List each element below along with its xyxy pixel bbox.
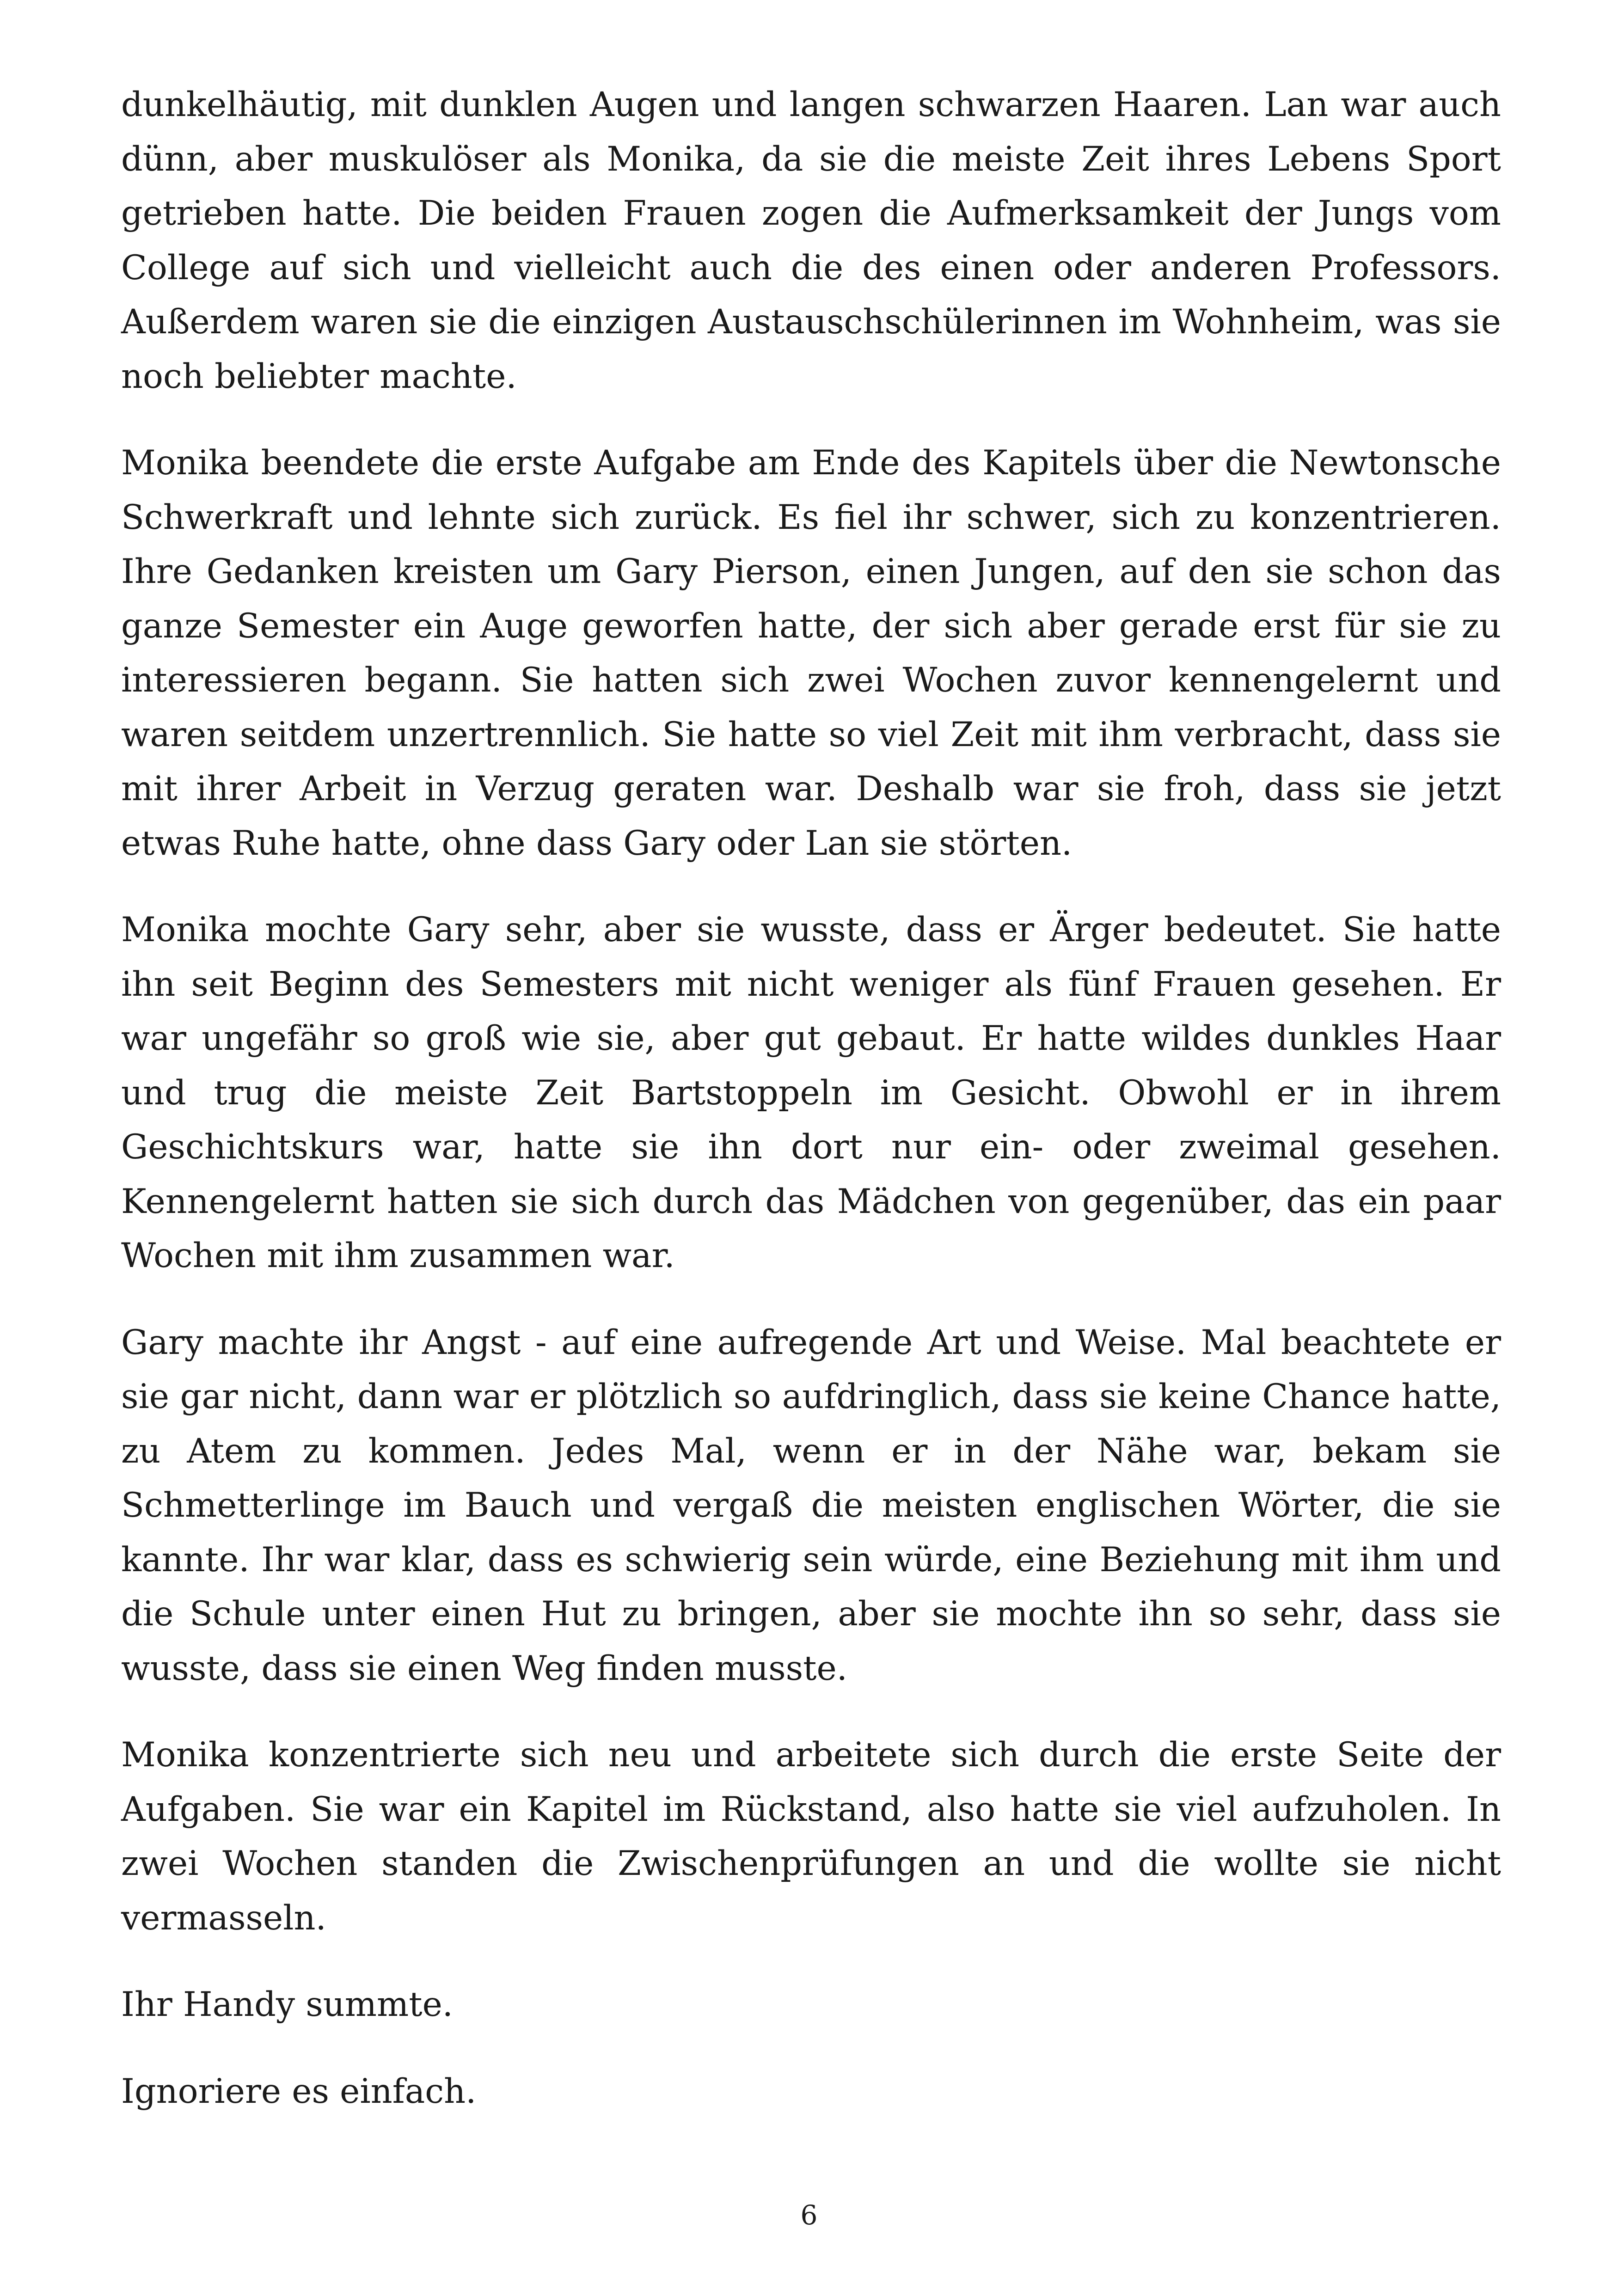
paragraph-4: Gary machte ihr Angst - auf eine aufregende Art und Weise. Mal beachtete er sie gar nicht, dann war er plötzlich so aufdringlich, dass sie keine Chance hatte, zu Atem zu kommen. Jedes Mal, wenn er in der Nähe war, bekam sie Schmetterlinge im Bauch und vergaß die meisten englischen Wörter, die sie kannte. Ihr war klar, dass es schwierig sein würde, eine Beziehung mit ihm und die Schule unter einen Hut zu bringen, aber sie mochte ihn so sehr, dass sie wusste, dass sie einen Weg finden musste. <box>121 1322 1501 1688</box>
body-text <box>121 78 1501 2151</box>
paragraph-6: Ihr Handy summte. <box>121 1985 453 2024</box>
page-number: 6 <box>800 2199 818 2231</box>
paragraph-5: Monika konzentrierte sich neu und arbeitete sich durch die erste Seite der Aufgaben. Sie war ein Kapitel im Rückstand, also hatte sie viel aufzuholen. In zwei Wochen standen die Zwischenprüfungen an und die wollte sie nicht vermasseln. <box>121 1735 1501 1938</box>
paragraph-7: Ignoriere es einfach. <box>121 2071 477 2111</box>
paragraph-3: Monika mochte Gary sehr, aber sie wusste, dass er Ärger bedeutet. Sie hatte ihn seit Beginn des Semesters mit nicht weniger als fünf Frauen gesehen. Er war ungefähr so groß wie sie, aber gut gebaut. Er hatte wildes dunkles Haar und trug die meiste Zeit Bartstoppeln im Gesicht. Obwohl er in ihrem Geschichtskurs war, hatte sie ihn dort nur ein- oder zweimal gesehen. Kennengelernt hatten sie sich durch das Mädchen von gegenüber, das ein paar Wochen mit ihm zusammen war. <box>121 910 1501 1275</box>
paragraph-1: dunkelhäutig, mit dunklen Augen und langen schwarzen Haaren. Lan war auch dünn, aber muskulöser als Monika, da sie die meiste Zeit ihres Lebens Sport getrieben hatte. Die beiden Frauen zogen die Aufmerksamkeit der Jungs vom College auf sich und vielleicht auch die des einen oder anderen Professors. Außerdem waren sie die einzigen Austauschschülerinnen im Wohnheim, was sie noch beliebter machte. <box>121 85 1501 396</box>
paragraph-2: Monika beendete die erste Aufgabe am Ende des Kapitels über die Newtonsche Schwerkraft und lehnte sich zurück. Es fiel ihr schwer, sich zu konzentrieren. Ihre Gedanken kreisten um Gary Pierson, einen Jungen, auf den sie schon das ganze Semester ein Auge geworfen hatte, der sich aber gerade erst für sie zu interessieren begann. Sie hatten sich zwei Wochen zuvor kennengelernt und waren seitdem unzertrennlich. Sie hatte so viel Zeit mit ihm verbracht, dass sie mit ihrer Arbeit in Verzug geraten war. Deshalb war sie froh, dass sie jetzt etwas Ruhe hatte, ohne dass Gary oder Lan sie störten. <box>121 443 1501 863</box>
